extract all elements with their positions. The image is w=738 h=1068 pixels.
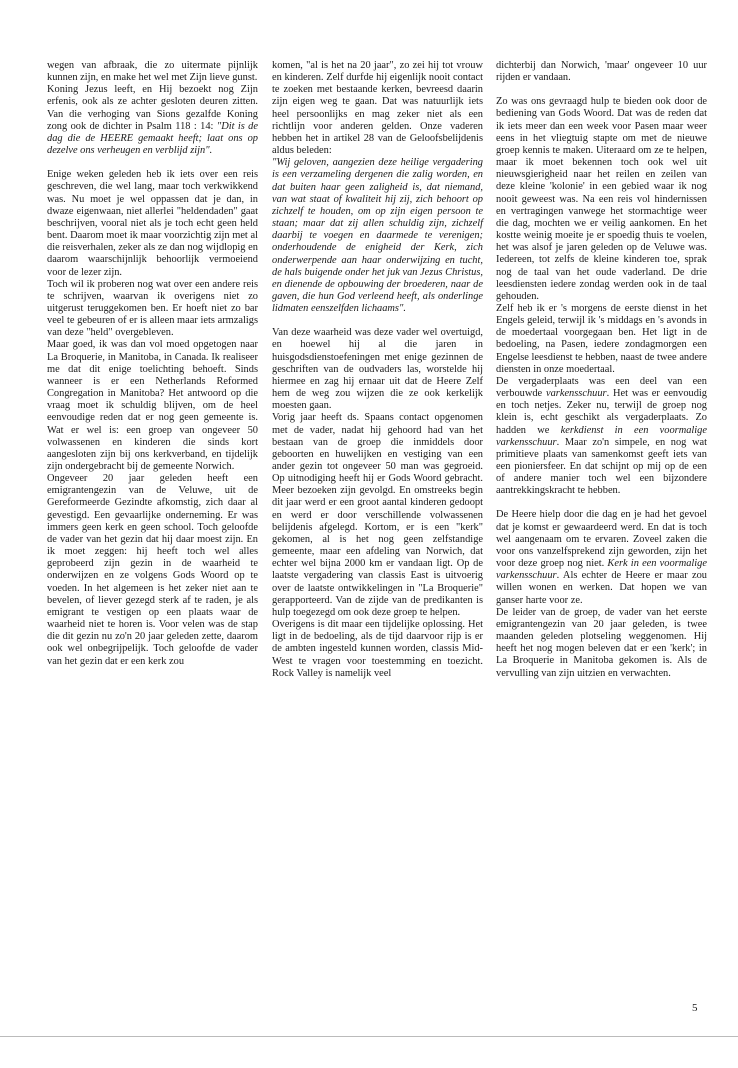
- text-span: Koning Jezus leeft, en Hij bezoekt nog Zijn erfenis, ook als ze achter gesloten deuren zitten. Van die verhoging van Sions gezalfde Koning zong ook de dichter in Psalm 118 : 14:: [47, 84, 258, 132]
- paragraph: Toch wil ik proberen nog wat over een andere reis te schrijven, waarvan ik overigens niet zo uitgerust teruggekomen ben. Er hoeft niet zo bar veel te gebeuren of er is alleen maar iets armzaligs van deze "held" overgebleven.: [47, 278, 258, 339]
- paragraph: Vorig jaar heeft ds. Spaans contact opgenomen met de vader, nadat hij gehoord had van het bestaan van de groep die inmiddels door geboorten en huwelijken en vestiging van een ander gezin tot ongeveer 50 man was gegroeid. Op uitnodiging heeft hij er Gods Woord gebracht. Meer bezoeken zijn gevolgd. En omstreeks begin dit jaar werd er een groot aantal kinderen gedoopt en werd er door verschillende volwassenen belijdenis afgelegd. Kortom, er is een "kerk" gekomen, al is het nog geen zelfstandige gemeente, maar een afdeling van Norwich, dat echter wel bijna 2000 km er vandaan ligt. Op de laatste vergadering van classis East is uitvoerig over de laatste ontwikkelingen in "La Broquerie" gerapporteerd. Van de zijde van de predikanten is hulp toegezegd om ook deze groep te helpen.: [272, 412, 483, 618]
- confession-quote: [272, 157, 483, 315]
- paragraph: komen, "al is het na 20 jaar", zo zei hij tot vrouw en kinderen. Zelf durfde hij eigenlijk nooit contact te zoeken met bestaande kerken, bevreesd daarin zijn eigen weg te gaan. Dat was natuurlijk iets heel persoonlijks en mag zeker niet als een richtlijn voor anderen gelden. Onze vaderen hebben het in artikel 28 van de Geloofsbelijdenis aldus beleden:: [272, 60, 483, 157]
- page-number: 5: [692, 1002, 698, 1014]
- paragraph: Van deze waarheid was deze vader wel overtuigd, en hoewel hij al die jaren in huisgodsdienstoefeningen met enige gezinnen de geschriften van de oudvaders las, worstelde hij hiermee en zag hij ernaar uit dat de Heere Zelf hem de weg zou wijzen die ze ook kerkelijk moesten gaan.: [272, 327, 483, 412]
- paragraph: Zo was ons gevraagd hulp te bieden ook door de bediening van Gods Woord. Dat was de reden dat ik iets meer dan een week voor Pasen maar weer eens in het vliegtuig stapte om met de nieuwe groep kennis te maken. Uiteraard om ze te helpen, maar ik moet bekennen toch ook wel uit nieuwsgierigheid naar het reilen en zeilen van deze kleine 'kolonie' in een gebied waar ik nog nooit geweest was. Na een reis vol hindernissen en vertragingen vanwege het stormachtige weer die dag, mochten we er veilig aankomen. En het kostte weinig moeite je er spoedig thuis te voelen, het was alsof je jaren geleden op de Veluwe was. Iedereen, tot zelfs de kleine kinderen toe, sprak nog de taal van het oude vaderland. De drie leesdiensten iedere zondag werden ook in de taal gehouden.: [496, 96, 707, 302]
- text-span: . Als echter de Heere er maar zou willen wonen en werken. Dat hopen we van ganser harte voor ze.: [496, 570, 707, 606]
- bottom-divider: [0, 1036, 738, 1037]
- quote-text: "Wij geloven, aangezien deze heilige vergadering is een verzameling dergenen die zalig worden, en dat buiten haar geen zaligheid is, dat niemand, van wat staat of kwaliteit hij zij, zich behoort op zichzelf te houden, om op zijn eigen persoon te staan; maar dat zij allen schuldig zijn, zichzelf daarbij te voegen en daarmede te verenigen; onderhoudende de enigheid der Kerk, zich onderwerpende aan haar onderwijzing en tucht, de hals buigende onder het juk van Jezus Christus, en dienende de opbouwing der broederen, naar de gaven, die hun God verleend heeft, als onderlinge lidmaten eenszelfden lichaams".: [272, 157, 483, 315]
- paragraph: Overigens is dit maar een tijdelijke oplossing. Het ligt in de bedoeling, als de tijd daarvoor rijp is er de ambten ingesteld kunnen worden, classis Mid-West te vragen voor toestemming en toezicht. Rock Valley is namelijk veel: [272, 619, 483, 679]
- text-column-1: [47, 60, 258, 668]
- text-span: . Het was er eenvoudig en toch netjes. Zeker nu, terwijl de groep nog klein is, echt geschikt als vergaderplaats. Zo hadden we: [496, 388, 707, 436]
- paragraph: Enige weken geleden heb ik iets over een reis geschreven, die wel lang, maar toch verkwikkend was. Nu moet je wel oppassen dat je dan, in dwaze eigenwaan, niet allerlei "heldendaden" gaat beschrijven, vooral niet als je toch echt geen held bent. Daarom moet ik maar voorzichtig zijn met al die reisverhalen, zeker als ze dan nog wijdlopig en daarom waarschijnlijk behoorlijk vermoeiend voor de lezer zijn.: [47, 169, 258, 278]
- paragraph: [496, 376, 707, 498]
- paragraph: Maar goed, ik was dan vol moed opgetogen naar La Broquerie, in Manitoba, in Canada. Ik realiseer me dat dit enige toelichting behoeft. Sinds wanneer is er een Netherlands Reformed Congregation in Manitoba? Het antwoord op die vraag moet ik schuldig blijven, om de heel eenvoudige reden dat er nog geen gemeente is. Wat er wel is: een groep van ongeveer 50 volwassenen en kinderen die sinds kort aangesloten zijn bij ons kerkverband, en tijdelijk zijn ondergebracht bij de gemeente Norwich.: [47, 339, 258, 472]
- text-span: De Heere hielp door die dag en je had het gevoel dat je komst er gewaardeerd werd. En dat is toch wel aangenaam om te ervaren. Zoveel zaken die voor ons vanzelfsprekend zijn geworden, zijn het voor deze groep nog niet.: [496, 509, 707, 570]
- paragraph: [496, 509, 707, 606]
- emphasis: varkensschuur: [545, 388, 607, 400]
- paragraph: [47, 84, 258, 157]
- paragraph: dichterbij dan Norwich, 'maar' ongeveer 10 uur rijden er vandaan.: [496, 60, 707, 84]
- emphasis: Kerk in een voormalige varkensschuur: [496, 558, 707, 582]
- text-span: . Maar zo'n simpele, en nog wat primitieve plaats van samenkomst geeft iets van een pioniersfeer. En dat schijnt op mij op de een of andere manier toch wel een bijzondere aantrekkingskracht te hebben.: [496, 436, 707, 497]
- text-column-3: [496, 60, 707, 680]
- paragraph: Zelf heb ik er 's morgens de eerste dienst in het Engels geleid, terwijl ik 's middags en 's avonds in de moedertaal voorgegaan ben. Het ligt in de bedoeling, na Pasen, iedere zondagmorgen een Engelse leesdienst te hebben, naast de twee andere diensten in onze moedertaal.: [496, 302, 707, 375]
- paragraph: Ongeveer 20 jaar geleden heeft een emigrantengezin van de Veluwe, uit de Gereformeerde Gezindte afkomstig, zich daar al gevestigd. Een gevaarlijke onderneming. Er was immers geen kerk en geen school. Toch geloofde de vader van het gezin dat hij daar moest zijn. En ik moet zeggen: hij heeft toch wel alles geprobeerd zijn gezin in de waarheid te onderwijzen en ze volgens Gods Woord op te voeden. In het algemeen is het zeker niet aan te bevelen, of liever gezegd sterk af te raden, je als emigrant te vestigen op een plaats waar de waarheid niet te horen is. Voor velen was de stap die dit gezin nu zo'n 20 jaar geleden zette, daarom ook wel onbegrijpelijk. Toch geloofde de vader van het gezin dat er een kerk zou: [47, 473, 258, 667]
- paragraph: wegen van afbraak, die zo uitermate pijnlijk kunnen zijn, en make het wel met Zijn lieve gunst.: [47, 60, 258, 84]
- text-span: De vergaderplaats was een deel van een verbouwde: [496, 375, 707, 400]
- psalm-quote: "Dit is de dag die de HEERE gemaakt heeft; laat ons op dezelve ons verheugen en verblijd zijn".: [47, 120, 258, 157]
- text-column-2: [272, 60, 483, 680]
- emphasis: kerkdienst in een voormalige varkensschuur: [496, 424, 707, 448]
- paragraph: De leider van de groep, de vader van het eerste emigrantengezin van 20 jaar geleden, is twee maanden geleden plotseling weggenomen. Hij heeft het nog mogen beleven dat er een 'kerk'; in La Broquerie in Manitoba gekomen is. Als de vervulling van zijn uitzien en verwachten.: [496, 606, 707, 679]
